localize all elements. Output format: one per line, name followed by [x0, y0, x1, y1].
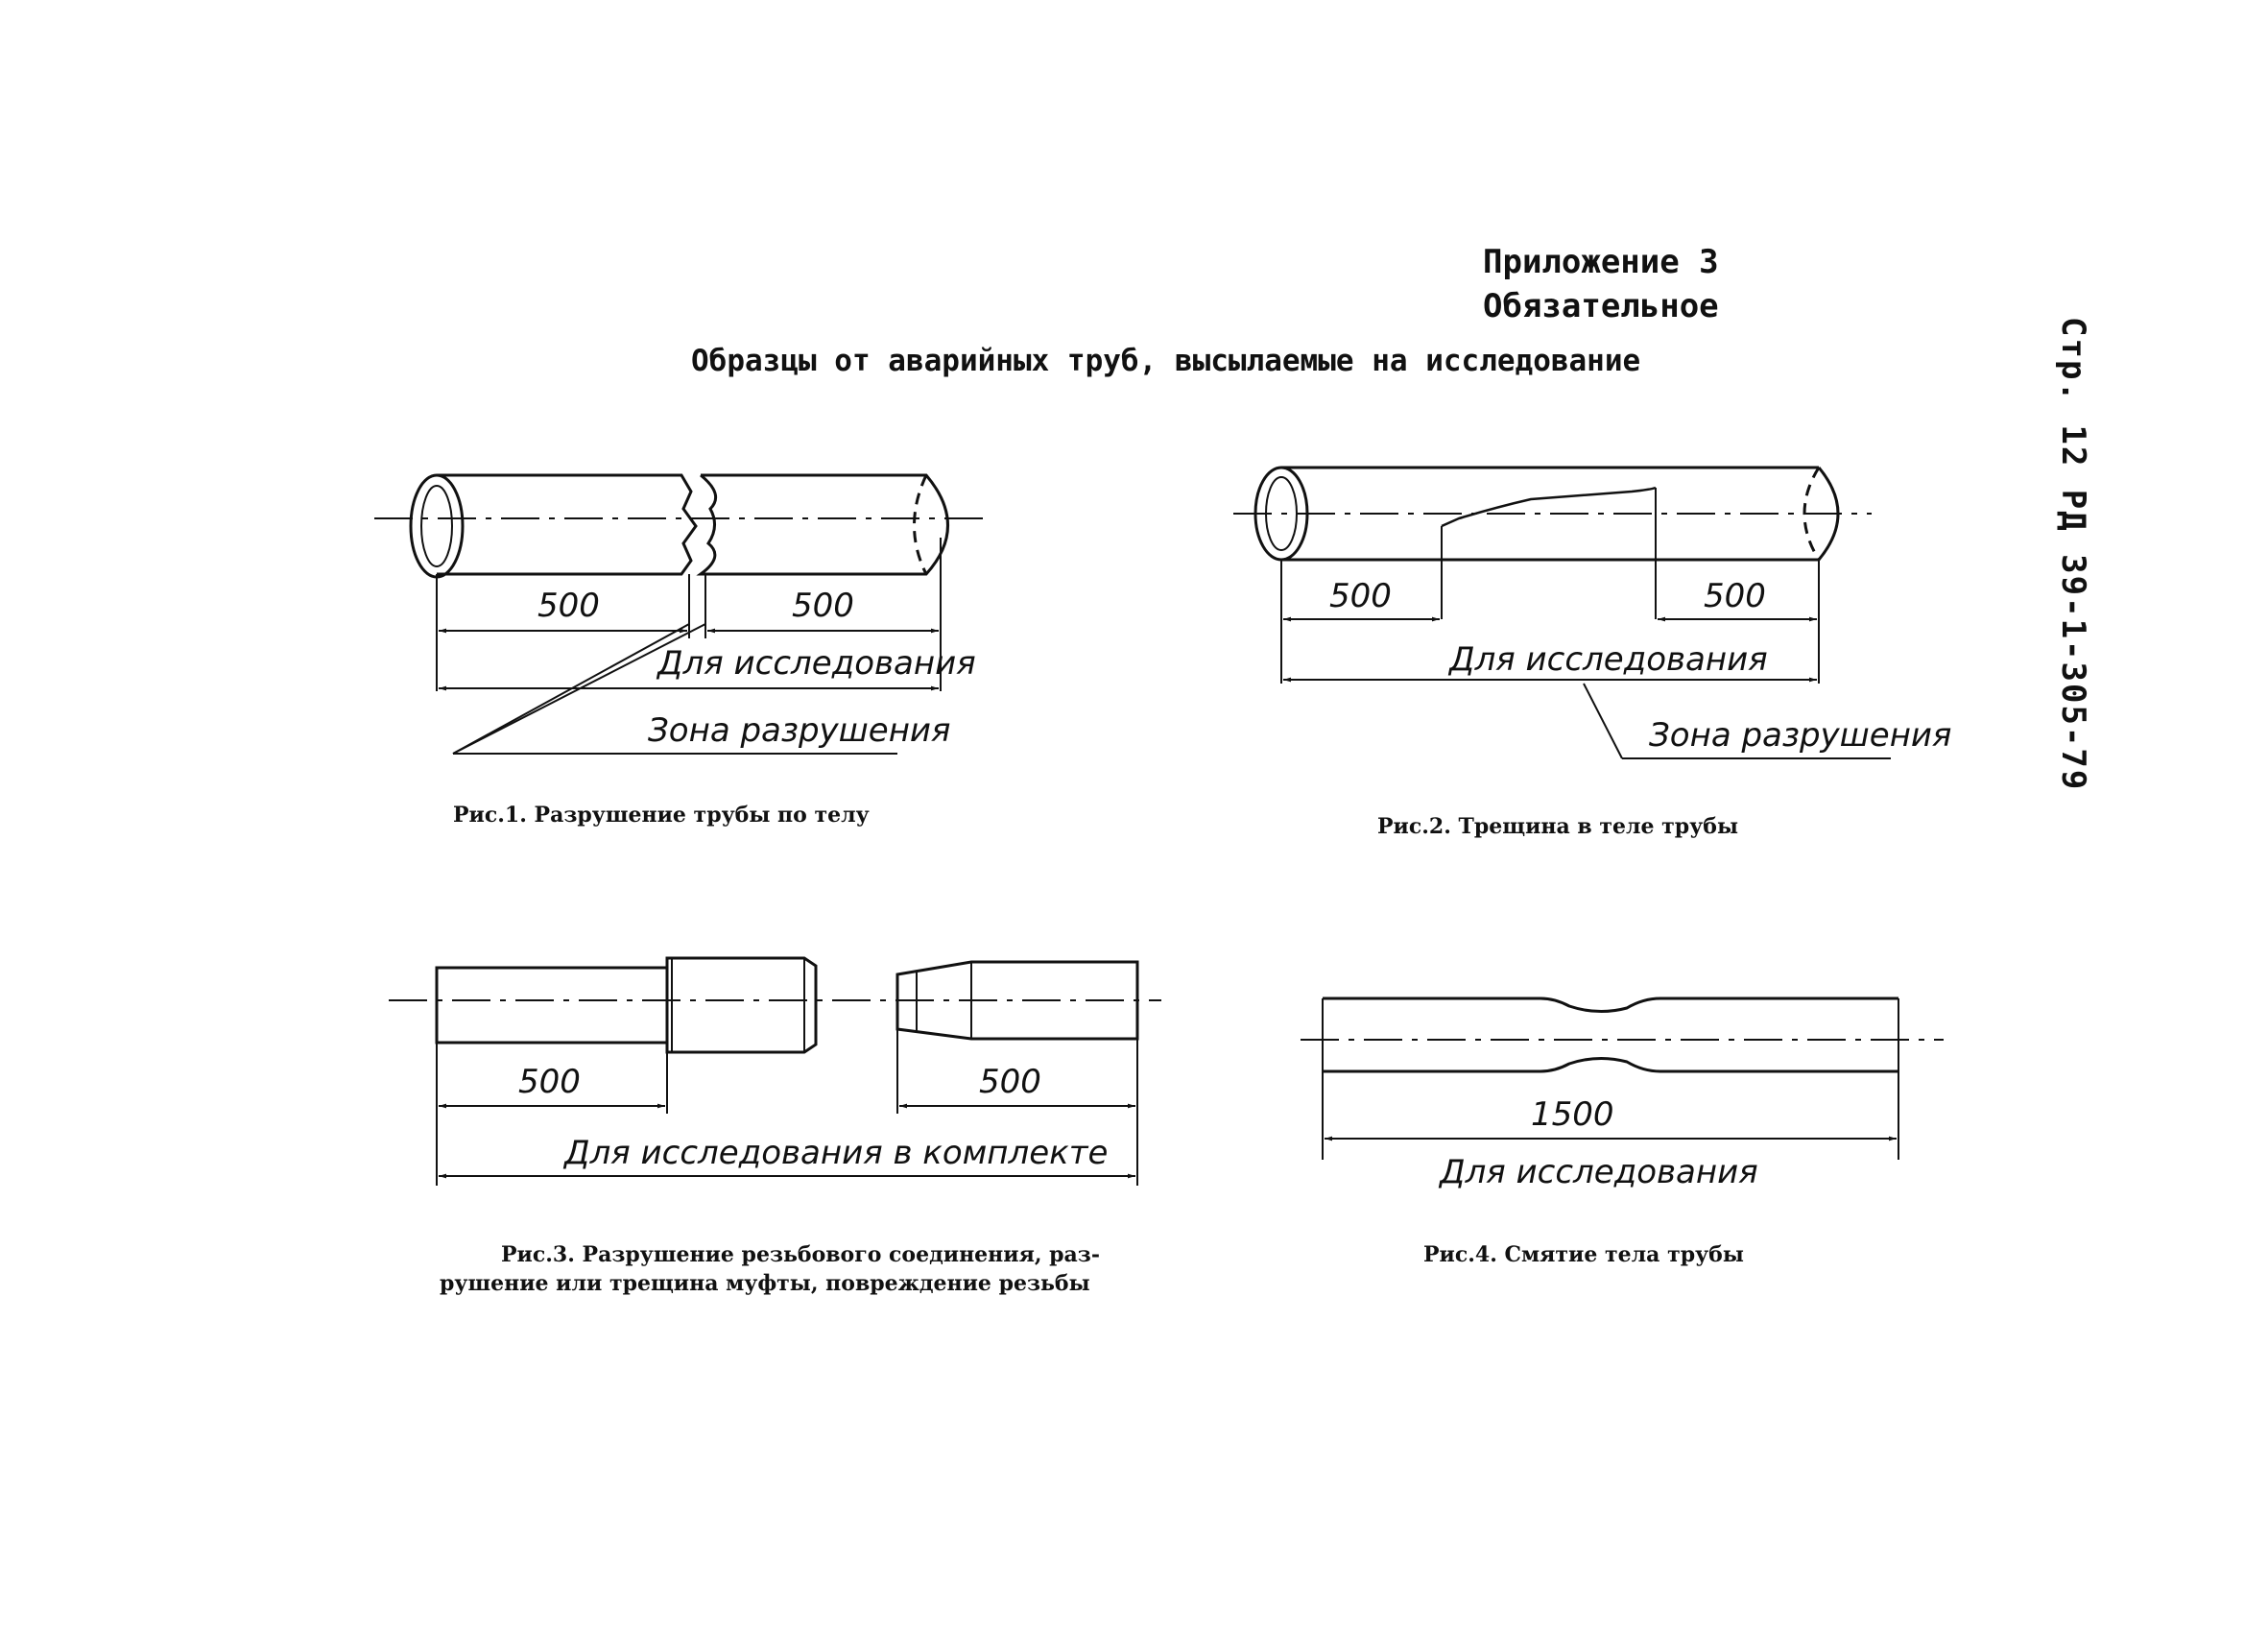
fig3-coupling [667, 958, 816, 1052]
fig3-pipe-body-left [437, 968, 667, 1043]
fig2-zone-label: Зона разрушения [1649, 716, 1952, 755]
fig3-dim-left-label: 500 [518, 1063, 581, 1101]
fig4-pipe-bottom [1323, 1058, 1898, 1071]
fig4-research-label: Для исследования [1440, 1153, 1758, 1191]
page-reference: Стр. 12 РД 39-1-305-79 [2054, 317, 2092, 792]
fig1-pipe-right-segment [701, 475, 948, 574]
fig2-zone-leader [1584, 684, 1622, 758]
fig1-pipe-bore-left [421, 486, 452, 566]
fig2-crack [1442, 488, 1656, 526]
fig3-caption-line1: Рис.3. Разрушение резьбового соединения, раз- [501, 1242, 1100, 1267]
fig4-caption: Рис.4. Смятие тела трубы [1423, 1242, 1744, 1267]
appendix-number: Приложение 3 [1483, 243, 1719, 281]
fig1-research-label: Для исследования [657, 644, 976, 683]
fig1-caption: Рис.1. Разрушение трубы по телу [453, 803, 870, 828]
fig4-dim-total-label: 1500 [1531, 1095, 1614, 1134]
fig1-pipe-end-right-hidden [915, 475, 927, 574]
figure-4-pipe-collapse [1301, 998, 1944, 1160]
fig2-research-label: Для исследования [1449, 640, 1768, 679]
fig3-caption-line2: рушение или трещина муфты, повреждение резьбы [440, 1271, 1090, 1296]
fig2-dim-right-label: 500 [1704, 577, 1766, 615]
fig1-dim-right-label: 500 [792, 587, 854, 625]
appendix-status: Обязательное [1483, 287, 1719, 325]
fig1-dim-left-label: 500 [537, 587, 600, 625]
fig4-pipe-top [1323, 998, 1898, 1012]
fig2-dim-left-label: 500 [1329, 577, 1392, 615]
fig1-pipe-end-left [411, 475, 463, 577]
fig1-pipe-left-segment [437, 475, 696, 574]
fig3-research-label: Для исследования в комплекте [564, 1134, 1109, 1172]
fig3-dim-right-label: 500 [979, 1063, 1041, 1101]
document-title: Образцы от аварийных труб, высылаемые на исследование [691, 344, 1641, 378]
fig2-caption: Рис.2. Трещина в теле трубы [1377, 814, 1738, 839]
fig1-zone-label: Зона разрушения [648, 711, 951, 750]
